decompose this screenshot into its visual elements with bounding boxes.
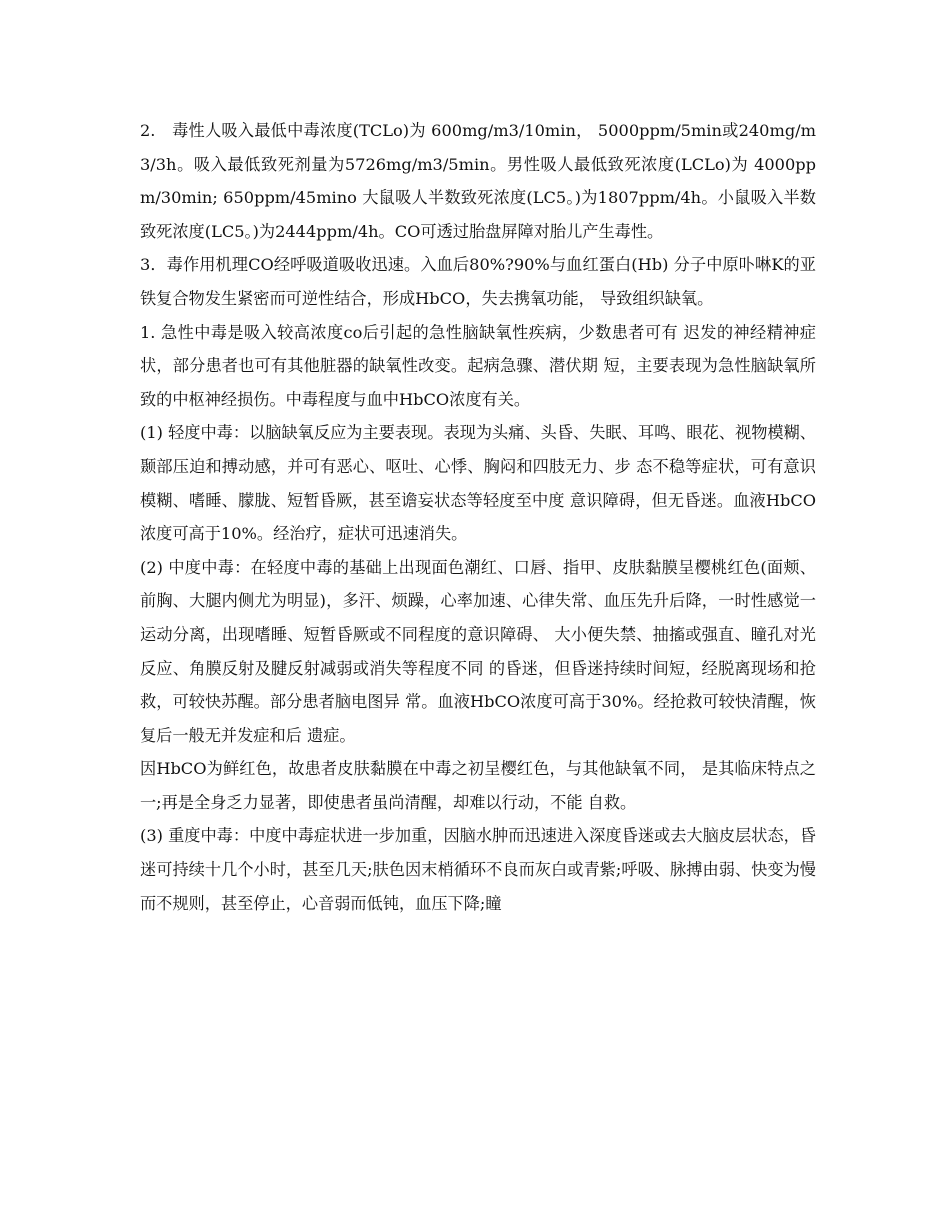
paragraph-mild-poisoning: (1) 轻度中毒：以脑缺氧反应为主要表现。表现为头痛、头昏、失眠、耳鸣、眼花、视物模糊、颞部压迫和搏动感，并可有恶心、呕吐、心悸、胸闷和四肢无力、步 态不稳等症状，可有意识模糊、嗜睡、朦胧、短暂昏厥，甚至谵妄状态等轻度至中度 意识障碍，但无昏迷。血液HbCO浓度可高于10%。经治疗，症状可迅速消失。 bbox=[140, 423, 816, 544]
paragraph-toxicity: 2. 毒性人吸入最低中毒浓度(TCLo)为 600mg/m3/10min， 5000ppm/5min或240mg/m3/3h。吸入最低致死剂量为5726mg/m3/5min。男性吸人最低致死浓度(LCLo)为 4000ppm/30min; 650ppm/45mino 大鼠吸人半数致死浓度(LC5。)为1807ppm/4h。小鼠吸入半数致死浓度(LC5。)为2444ppm/4h。CO可透过胎盘屏障对胎儿产生毒性。 bbox=[140, 121, 816, 241]
paragraph-severe-poisoning: (3) 重度中毒：中度中毒症状进一步加重，因脑水肿而迅速进入深度昏迷或去大脑皮层状态，昏迷可持续十几个小时，甚至几天;肤色因末梢循环不良而灰白或青紫;呼吸、脉搏由弱、快变为慢而不规则，甚至停止，心音弱而低钝，血压下降;瞳 bbox=[140, 826, 816, 913]
paragraph-moderate-poisoning: (2) 中度中毒：在轻度中毒的基础上出现面色潮红、口唇、指甲、皮肤黏膜呈樱桃红色(面颊、前胸、大腿内侧尤为明显)，多汗、烦躁，心率加速、心律失常、血压先升后降，一时性感觉一运动分离，出现嗜睡、短暂昏厥或不同程度的意识障碍、 大小便失禁、抽搐或强直、瞳孔对光反应、角膜反射及腱反射减弱或消失等程度不同 的昏迷，但昏迷持续时间短，经脱离现场和抢救，可较快苏醒。部分患者脑电图异 常。血液HbCO浓度可高于30%。经抢救可较快清醒，恢复后一般无并发症和后 遗症。 bbox=[140, 557, 816, 745]
paragraph-mechanism: 3．毒作用机理CO经呼吸道吸收迅速。入血后80%?90%与血红蛋白(Hb) 分子中原卟啉K的亚铁复合物发生紧密而可逆性结合，形成HbCO，失去携氧功能， 导致组织缺氧。 bbox=[140, 255, 816, 308]
paragraph-acute-poisoning: 1. 急性中毒是吸入较高浓度co后引起的急性脑缺氧性疾病，少数患者可有 迟发的神经精神症状，部分患者也可有其他脏器的缺氧性改变。起病急骤、潜伏期 短，主要表现为急性脑缺氧所致的中枢神经损伤。中毒程度与血中HbCO浓度有关。 bbox=[140, 322, 816, 409]
document-page bbox=[140, 114, 816, 920]
paragraph-hbco-feature: 因HbCO为鲜红色，故患者皮肤黏膜在中毒之初呈樱红色，与其他缺氧不同， 是其临床特点之一;再是全身乏力显著，即使患者虽尚清醒，却难以行动，不能 自救。 bbox=[140, 759, 816, 812]
